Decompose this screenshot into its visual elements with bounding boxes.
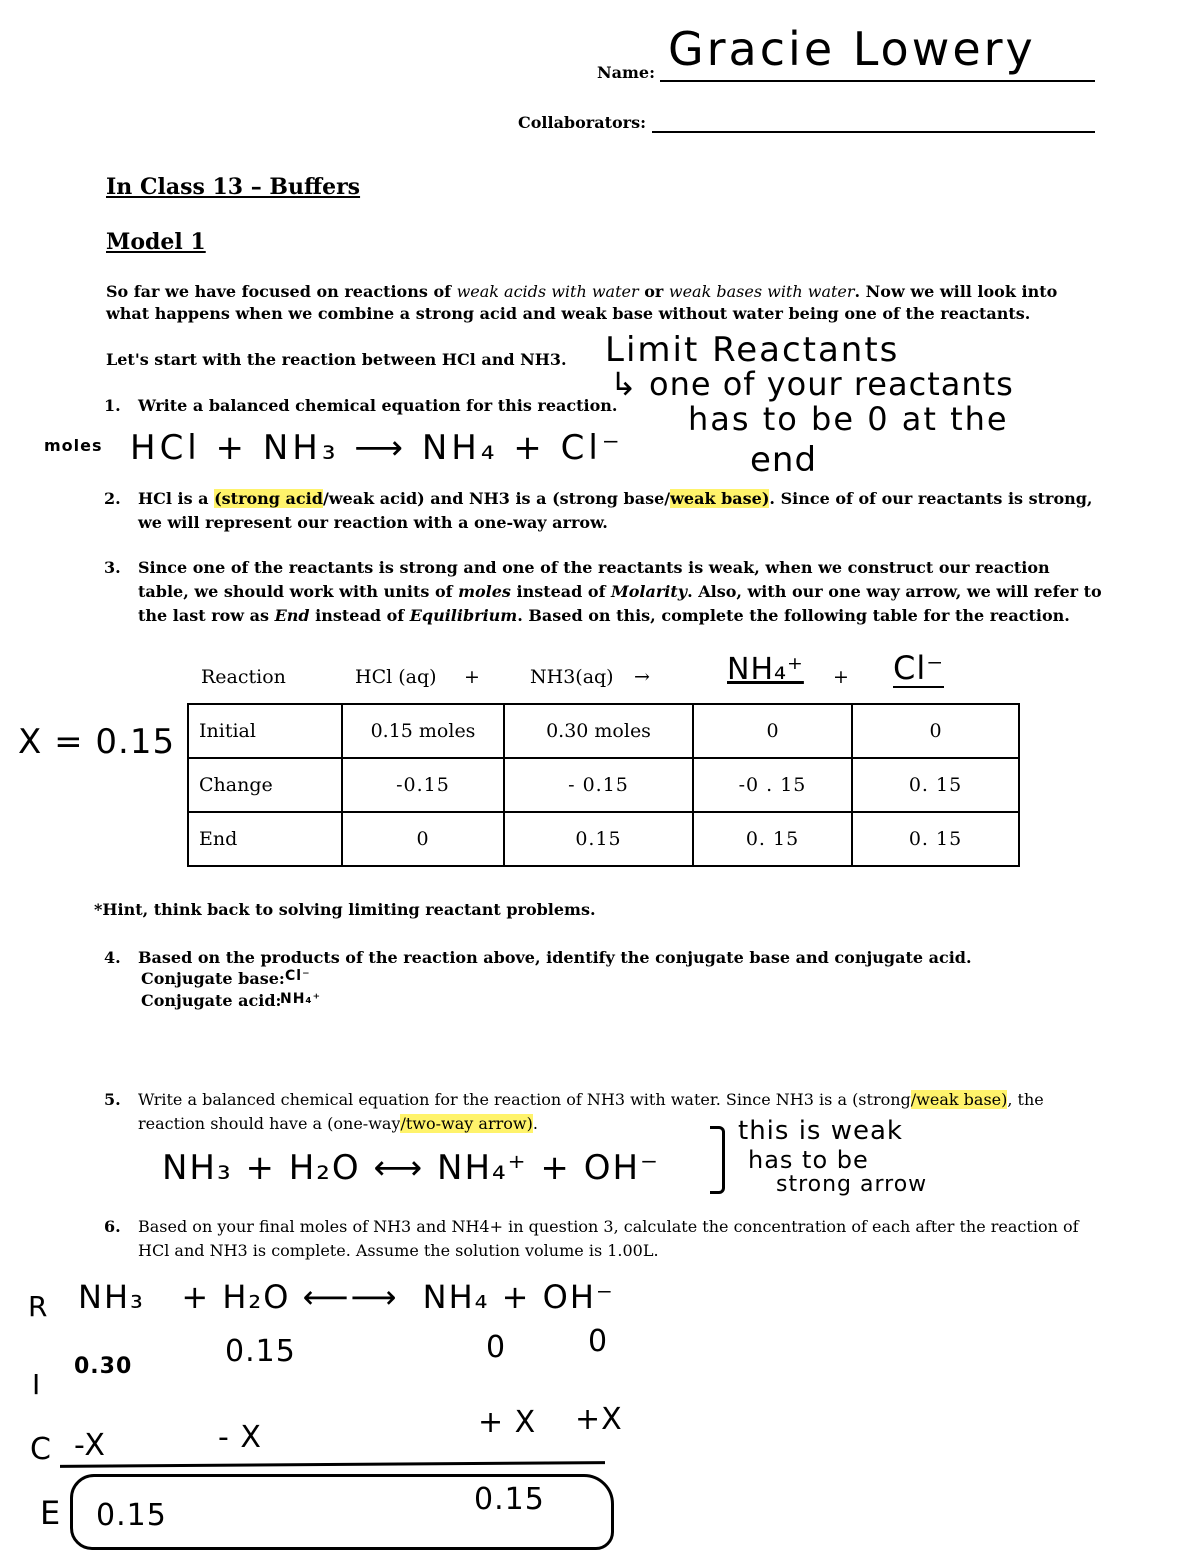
- rice-change-nh4: + X: [478, 1405, 537, 1440]
- name-label: Name:: [597, 63, 656, 82]
- table-header-plus-1: +: [464, 666, 480, 688]
- cell-initial-nh4: 0: [693, 704, 852, 758]
- cell-change-nh4: -0 . 15: [693, 758, 852, 812]
- conjugate-acid-answer: NH₄⁺: [280, 991, 321, 1007]
- cell-initial-hcl: 0.15 moles: [342, 704, 504, 758]
- table-header-arrow: →: [634, 666, 650, 688]
- rice-initial-h2o: 0.15: [225, 1334, 296, 1369]
- cell-end-nh4: 0. 15: [693, 812, 852, 866]
- table-row: [188, 758, 1019, 812]
- handwritten-bracket: [710, 1126, 725, 1194]
- handwritten-equation-1: HCl + NH₃ ⟶ NH₄ + Cl⁻: [130, 428, 624, 468]
- question-6: 6. Based on your final moles of NH3 and NH4+ in question 3, calculate the concentration of each after the reaction of HCl and NH3 is complete. Assume the solution volume is 1.00L.: [104, 1217, 1079, 1260]
- handwritten-equation-2: NH₃ + H₂O ⟷ NH₄⁺ + OH⁻: [162, 1148, 661, 1188]
- rice-end-nh4: 0.15: [474, 1482, 545, 1517]
- collaborators-label: Collaborators:: [518, 113, 646, 132]
- question-3: 3. Since one of the reactants is strong and one of the reactants is weak, when we construct our reaction table, we should work with units of moles instead of Molarity. Also, with our one way arrow, we will refer to the last row as End instead of Equilibrium. Based on this, complete the following table for the reaction.: [104, 558, 1102, 625]
- handwritten-weak-note-3: strong arrow: [776, 1172, 928, 1197]
- name-underline: [660, 80, 1095, 82]
- question-4: 4. Based on the products of the reaction above, identify the conjugate base and conjugate acid.: [104, 948, 972, 967]
- conjugate-base-answer: Cl⁻: [285, 968, 311, 984]
- rice-initial-nh3: 0.30: [74, 1354, 133, 1379]
- rice-end-nh3: 0.15: [96, 1498, 167, 1533]
- conjugate-acid-label: Conjugate acid:: [141, 991, 282, 1010]
- handwritten-limit-line3: has to be 0 at the: [688, 400, 1009, 438]
- highlight-two-way-arrow: /two-way arrow): [400, 1114, 533, 1133]
- highlight-weak-base-2: /weak base): [910, 1090, 1008, 1109]
- lets-start-text: Let's start with the reaction between HCl and NH3.: [106, 350, 567, 369]
- highlight-weak-base: weak base): [670, 489, 770, 508]
- handwritten-x-value: X = 0.15: [18, 722, 176, 762]
- question-1: 1. Write a balanced chemical equation for this reaction.: [104, 396, 618, 415]
- handwritten-weak-note-1: this is weak: [738, 1116, 903, 1146]
- section-title: Model 1: [106, 229, 206, 255]
- row-label-end: End: [188, 812, 342, 866]
- rice-label-c: C: [30, 1432, 52, 1467]
- question-2: 2. HCl is a (strong acid/weak acid) and NH3 is a (strong base/weak base). Since of of our reactants is strong, we will represent our reaction with a one-way arrow.: [104, 489, 1093, 532]
- table-row: [188, 704, 1019, 758]
- cell-change-hcl: -0.15: [342, 758, 504, 812]
- table-header-reaction: Reaction: [201, 666, 286, 688]
- handwritten-limit-line4: end: [750, 440, 818, 480]
- handwritten-weak-note-2: has to be: [748, 1146, 869, 1174]
- rice-label-r: R: [28, 1290, 49, 1323]
- rice-change-nh3: -X: [74, 1428, 106, 1463]
- intro-paragraph: So far we have focused on reactions of weak acids with water or weak bases with water. Now we will look into what happens when we combine a strong acid and weak base without water being one of the reactants.: [106, 282, 1058, 323]
- handwritten-moles-note: moles: [44, 436, 103, 455]
- conjugate-base-label: Conjugate base:: [141, 969, 285, 988]
- rice-label-i: I: [32, 1368, 42, 1401]
- rice-divider-line: [60, 1461, 605, 1468]
- table-header-plus-2: +: [833, 666, 849, 688]
- rice-initial-oh: 0: [588, 1324, 609, 1359]
- question-5: 5. Write a balanced chemical equation for the reaction of NH3 with water. Since NH3 is a (strong/weak base), the reaction should have a (one-way/two-way arrow).: [104, 1090, 1044, 1133]
- rice-equation: NH₃ + H₂O ⟵⟶ NH₄ + OH⁻: [78, 1278, 615, 1316]
- table-row: [188, 812, 1019, 866]
- cell-end-hcl: 0: [342, 812, 504, 866]
- row-label-initial: Initial: [188, 704, 342, 758]
- rice-change-h2o: - X: [218, 1420, 262, 1455]
- table-header-nh3: NH3(aq): [530, 666, 614, 688]
- cell-initial-cl: 0: [852, 704, 1019, 758]
- name-value: Gracie Lowery: [668, 22, 1036, 76]
- highlight-strong-acid: (strong acid: [214, 489, 323, 508]
- cell-change-nh3: - 0.15: [504, 758, 693, 812]
- rice-initial-nh4: 0: [486, 1330, 507, 1365]
- rice-label-e: E: [40, 1494, 62, 1532]
- cell-end-nh3: 0.15: [504, 812, 693, 866]
- handwritten-limit-title: Limit Reactants: [605, 330, 900, 370]
- table-header-hcl: HCl (aq): [355, 666, 437, 688]
- row-label-change: Change: [188, 758, 342, 812]
- table-header-product-2: Cl⁻: [893, 649, 945, 687]
- cell-initial-nh3: 0.30 moles: [504, 704, 693, 758]
- hint-text: *Hint, think back to solving limiting reactant problems.: [94, 900, 596, 919]
- cell-change-cl: 0. 15: [852, 758, 1019, 812]
- reaction-table: [187, 703, 1020, 867]
- handwritten-limit-line2: ↳ one of your reactants: [610, 365, 1014, 403]
- page-title: In Class 13 – Buffers: [106, 174, 361, 200]
- cell-end-cl: 0. 15: [852, 812, 1019, 866]
- rice-change-oh: +X: [575, 1402, 623, 1437]
- table-header-product-1: NH₄⁺: [727, 652, 804, 687]
- collaborators-underline: [652, 131, 1095, 133]
